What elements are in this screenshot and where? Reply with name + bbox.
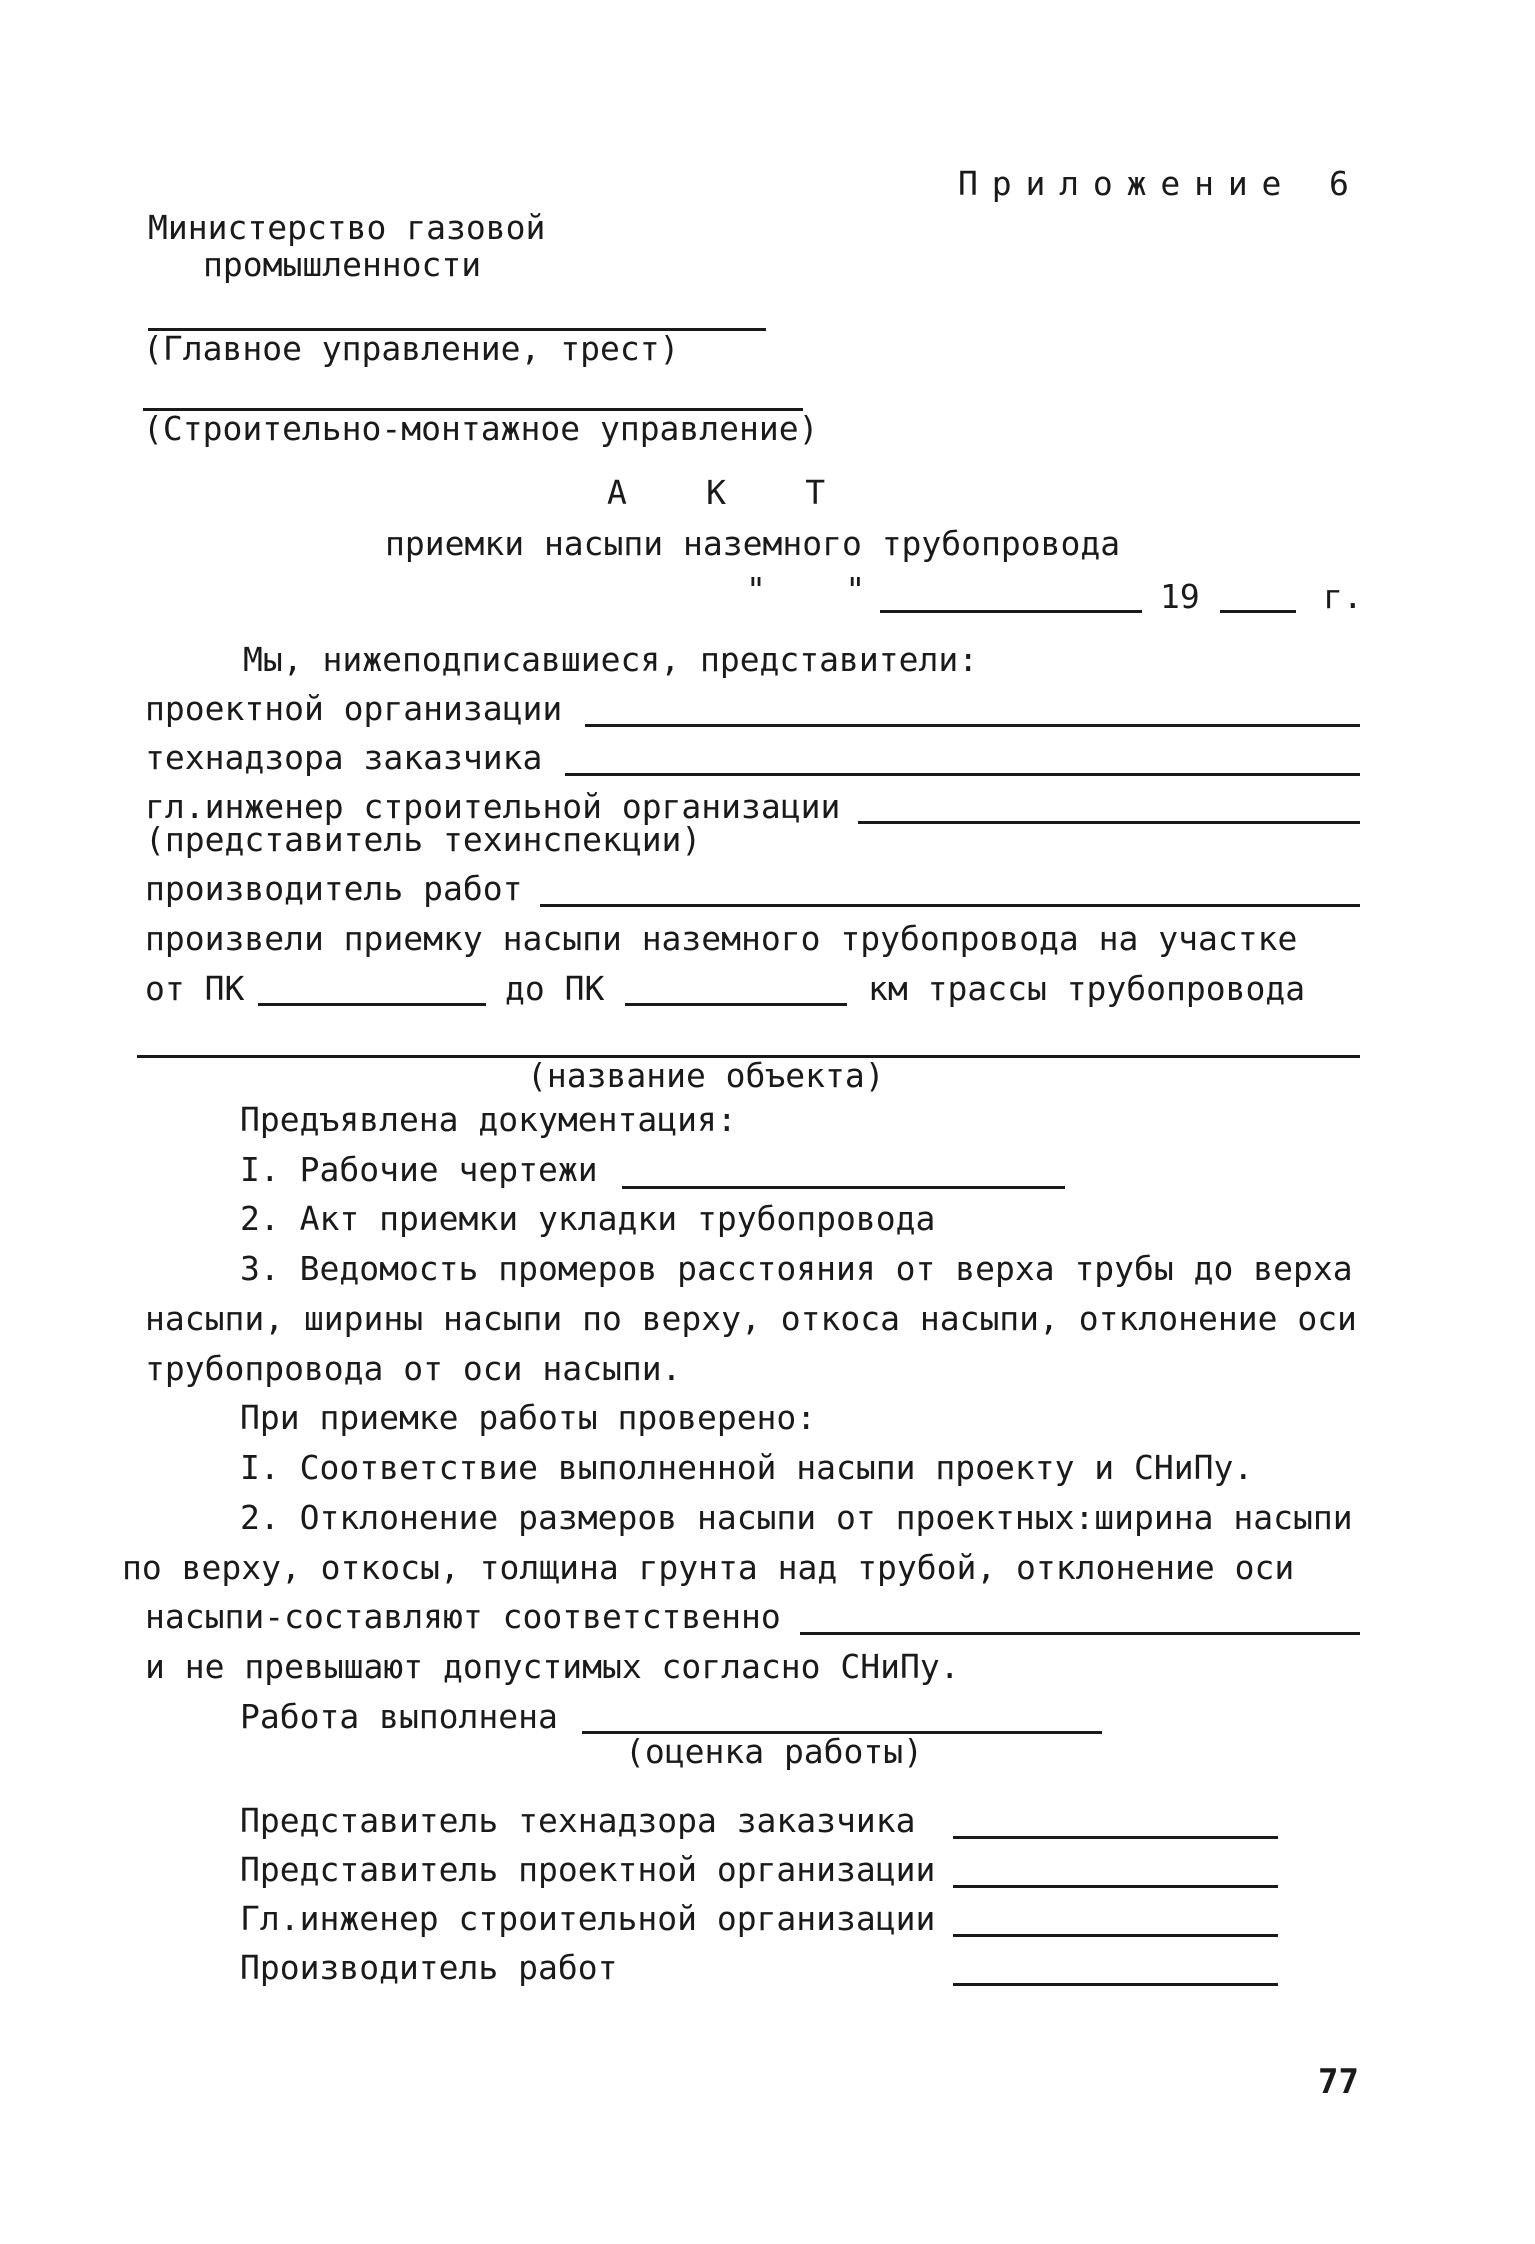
check-item-2-line1: 2. Отклонение размеров насыпи от проектных:ширина насыпи (240, 1498, 1353, 1537)
to-pk-blank[interactable] (625, 1003, 847, 1006)
year-prefix: 19 (1160, 577, 1200, 616)
design-org-blank[interactable] (585, 724, 1360, 727)
chief-engineer-blank[interactable] (858, 821, 1360, 824)
to-pk-label: до ПК (505, 969, 605, 1008)
work-assessment-caption: (оценка работы) (625, 1732, 924, 1771)
checked-heading: При приемке работы проверено: (240, 1398, 817, 1437)
intro-text: Мы, нижеподписавшиеся, представители: (243, 640, 979, 679)
signature-chief-engineer-blank[interactable] (953, 1934, 1278, 1937)
signature-chief-engineer-label: Гл.инженер строительной организации (240, 1899, 936, 1938)
check-item-2-line4: и не превышают допустимых согласно СНиПу. (145, 1647, 960, 1686)
deviations-blank[interactable] (800, 1632, 1360, 1635)
document-subtitle: приемки насыпи наземного трубопровода (385, 524, 1121, 563)
work-done-label: Работа выполнена (240, 1697, 558, 1736)
signature-tech-supervision-blank[interactable] (953, 1836, 1278, 1839)
docs-presented-heading: Предъявлена документация: (240, 1100, 737, 1139)
signature-works-manager-label: Производитель работ (240, 1948, 618, 1987)
tech-supervision-label: технадзора заказчика (145, 738, 543, 777)
document-title: А К Т (607, 473, 855, 512)
signature-tech-supervision-label: Представитель технадзора заказчика (240, 1801, 916, 1840)
main-admin-caption: (Главное управление, трест) (143, 329, 680, 368)
working-drawings-blank[interactable] (622, 1186, 1065, 1189)
signature-works-manager-blank[interactable] (953, 1983, 1278, 1986)
doc-item-3-line2: насыпи, ширины насыпи по верху, откоса насыпи, отклонение оси (145, 1299, 1357, 1338)
km-route-label: км трассы трубопровода (868, 969, 1306, 1008)
year-suffix: г. (1323, 577, 1363, 616)
page-number: 77 (1318, 2062, 1359, 2102)
check-item-2-line3: насыпи-составляют соответственно (145, 1597, 781, 1636)
year-blank[interactable] (1220, 610, 1296, 613)
doc-item-3-line3: трубопровода от оси насыпи. (145, 1349, 682, 1388)
signature-design-org-blank[interactable] (953, 1885, 1278, 1888)
appendix-label: Приложение 6 (958, 164, 1363, 203)
construction-admin-caption: (Строительно-монтажное управление) (143, 409, 819, 448)
doc-item-1: I. Рабочие чертежи (240, 1150, 598, 1189)
doc-item-3-line1: 3. Ведомость промеров расстояния от верха трубы до верха (240, 1249, 1353, 1288)
tech-supervision-blank[interactable] (565, 773, 1360, 776)
doc-item-2: 2. Акт приемки укладки трубопровода (240, 1199, 936, 1238)
works-manager-blank[interactable] (540, 904, 1360, 907)
from-pk-blank[interactable] (258, 1003, 486, 1006)
ministry-name-line2: промышленности (203, 245, 482, 284)
signature-design-org-label: Представитель проектной организации (240, 1850, 936, 1889)
tech-inspection-note: (представитель техинспекции) (145, 820, 702, 859)
works-manager-label: производитель работ (145, 869, 523, 908)
performed-text: произвели приемку насыпи наземного трубопровода на участке (145, 919, 1298, 958)
ministry-name-line1: Министерство газовой (148, 208, 546, 247)
object-name-caption: (название объекта) (527, 1056, 885, 1095)
date-quotes: " " (746, 570, 866, 609)
from-pk-label: от ПК (145, 969, 245, 1008)
chief-engineer-label: гл.инженер строительной организации (145, 787, 841, 826)
design-org-label: проектной организации (145, 689, 563, 728)
check-item-2-line2: по верху, откосы, толщина грунта над трубой, отклонение оси (122, 1548, 1295, 1587)
check-item-1: I. Соответствие выполненной насыпи проекту и СНиПу. (240, 1448, 1254, 1487)
date-blank[interactable] (880, 610, 1142, 613)
